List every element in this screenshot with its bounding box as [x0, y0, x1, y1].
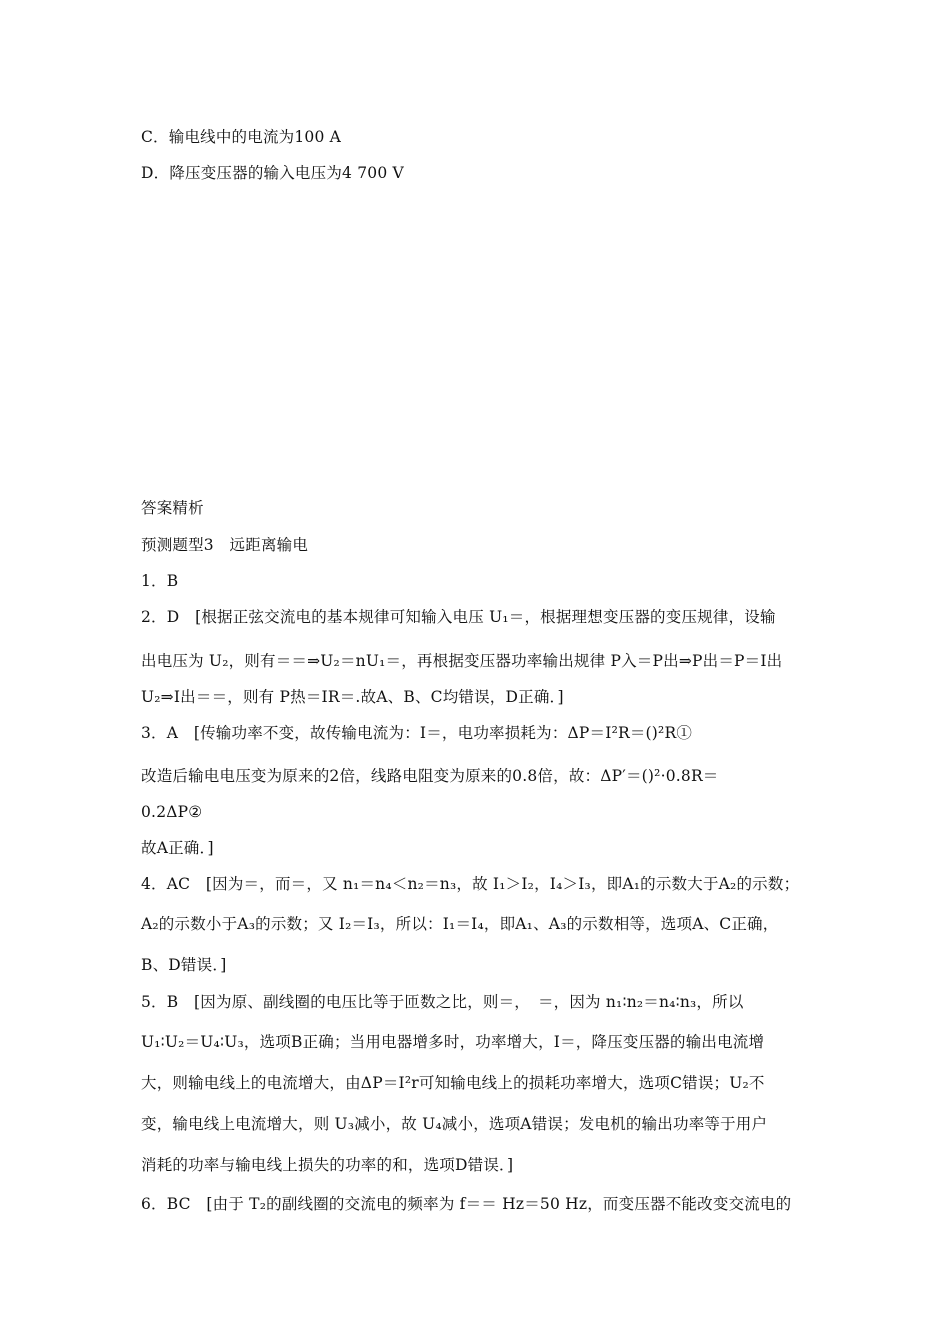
option-d: D．降压变压器的输入电压为4 700 V	[141, 164, 404, 182]
answer-line: 6．BC [由于 T₂的副线圈的交流电的频率为 f＝＝ Hz＝50 Hz，而变压器不能改变交流电的	[141, 1195, 792, 1213]
answer-line: 3．A [传输功率不变，故传输电流为：I＝，电功率损耗为：ΔP＝I²R＝()²R①	[141, 724, 693, 742]
answer-line: 改造后输电电压变为原来的2倍，线路电阻变为原来的0.8倍，故：ΔP′＝()²·0.8R＝	[141, 767, 719, 785]
answer-line: 2．D [根据正弦交流电的基本规律可知输入电压 U₁＝，根据理想变压器的变压规律，设输	[141, 608, 776, 626]
answer-line: 0.2ΔP②	[141, 803, 203, 821]
answer-line: 1．B	[141, 572, 179, 590]
answer-line: 故A正确．]	[141, 839, 214, 857]
answer-line: 大，则输电线上的电流增大，由ΔP＝I²r可知输电线上的损耗功率增大，选项C错误；U₂不	[141, 1074, 765, 1092]
answer-line: 4．AC [因为＝，而＝，又 n₁＝n₄＜n₂＝n₃，故 I₁＞I₂，I₄＞I₃，即A₁的示数大于A₂的示数；	[141, 875, 800, 893]
answer-line: 出电压为 U₂，则有＝＝⇒U₂＝nU₁＝，再根据变压器功率输出规律 P入＝P出⇒P出＝P＝I出	[141, 652, 783, 670]
answer-line: U₂⇒I出＝＝，则有 P热＝IR＝.故A、B、C均错误，D正确．]	[141, 688, 564, 706]
answer-line: 变，输电线上电流增大，则 U₃减小，故 U₄减小，选项A错误；发电机的输出功率等于用户	[141, 1115, 768, 1133]
answer-line: A₂的示数小于A₃的示数；又 I₂＝I₃，所以：I₁＝I₄，即A₁、A₃的示数相等，选项A、C正确，	[141, 915, 779, 933]
answer-line: U₁∶U₂＝U₄∶U₃，选项B正确；当用电器增多时，功率增大，I＝，降压变压器的输出电流增	[141, 1033, 765, 1051]
answer-line: 消耗的功率与输电线上损失的功率的和，选项D错误．]	[141, 1156, 514, 1174]
section-title: 预测题型3 远距离输电	[141, 536, 309, 554]
answer-line: 5．B [因为原、副线圈的电压比等于匝数之比，则＝， ＝，因为 n₁∶n₂＝n₄∶n₃，所以	[141, 993, 744, 1011]
answer-heading: 答案精析	[141, 499, 204, 517]
answer-line: B、D错误．]	[141, 956, 227, 974]
option-c: C．输电线中的电流为100 A	[141, 128, 342, 146]
